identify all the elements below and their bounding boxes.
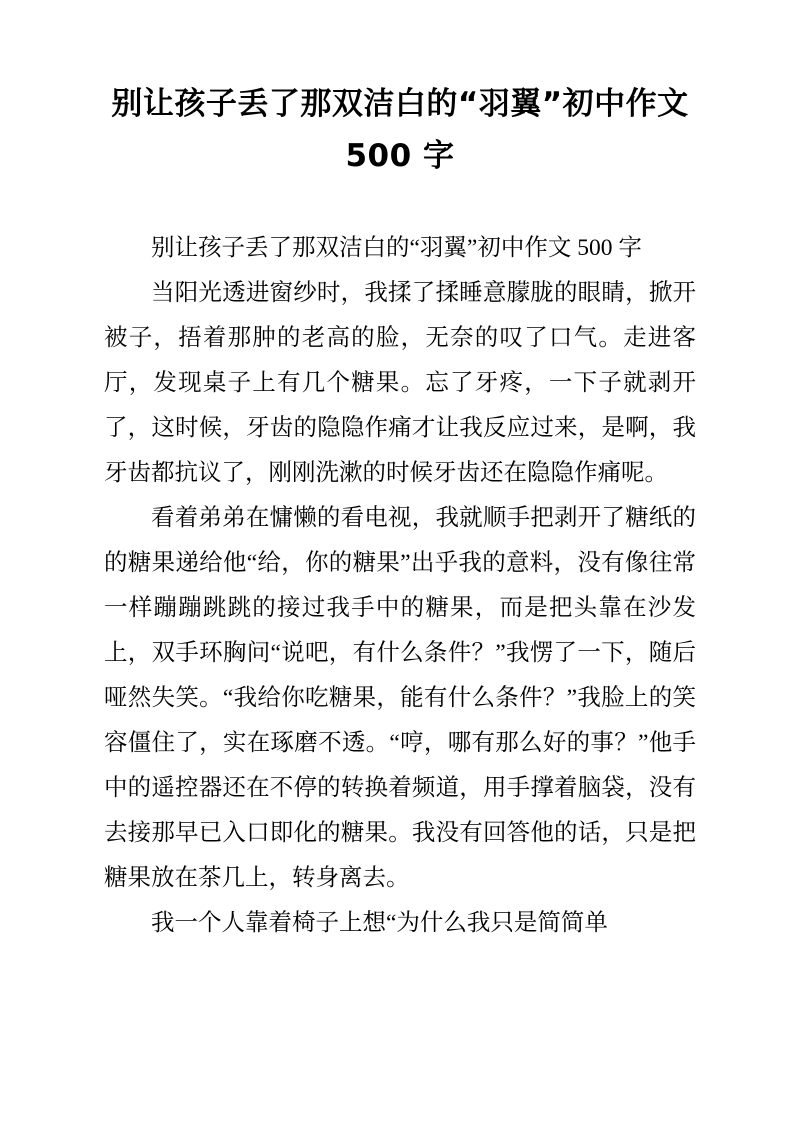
page-title: 别让孩子丢了那双洁白的“羽翼”初中作文 500 字 [111, 86, 689, 174]
paragraph: 看着弟弟在慵懒的看电视，我就顺手把剥开了糖纸的的糖果递给他“给，你的糖果”出乎我的意料，没有像往常一样蹦蹦跳跳的接过我手中的糖果，而是把头靠在沙发上，双手环胸问“说吧，有什么条件？”我愣了一下，随后哑然失笑。“我给你吃糖果，能有什么条件？”我脸上的笑容僵住了，实在琢磨不透。“哼，哪有那么好的事？”他手中的遥控器还在不停的转换着频道，用手撑着脑袋，没有去接那早已入口即化的糖果。我没有回答他的话，只是把糖果放在茶几上，转身离去。 [104, 505, 696, 891]
document-body [104, 226, 696, 946]
paragraph: 我一个人靠着椅子上想“为什么我只是简简单 [151, 910, 608, 936]
paragraph: 当阳光透进窗纱时，我揉了揉睡意朦胧的眼睛，掀开被子，捂着那肿的老高的脸，无奈的叹了口气。走进客厅，发现桌子上有几个糖果。忘了牙疼，一下子就剥开了，这时候，牙齿的隐隐作痛才让我反应过来，是啊，我牙齿都抗议了，刚刚洗漱的时候牙齿还在隐隐作痛呢。 [104, 280, 696, 486]
paragraph: 别让孩子丢了那双洁白的“羽翼”初中作文 500 字 [151, 235, 642, 261]
